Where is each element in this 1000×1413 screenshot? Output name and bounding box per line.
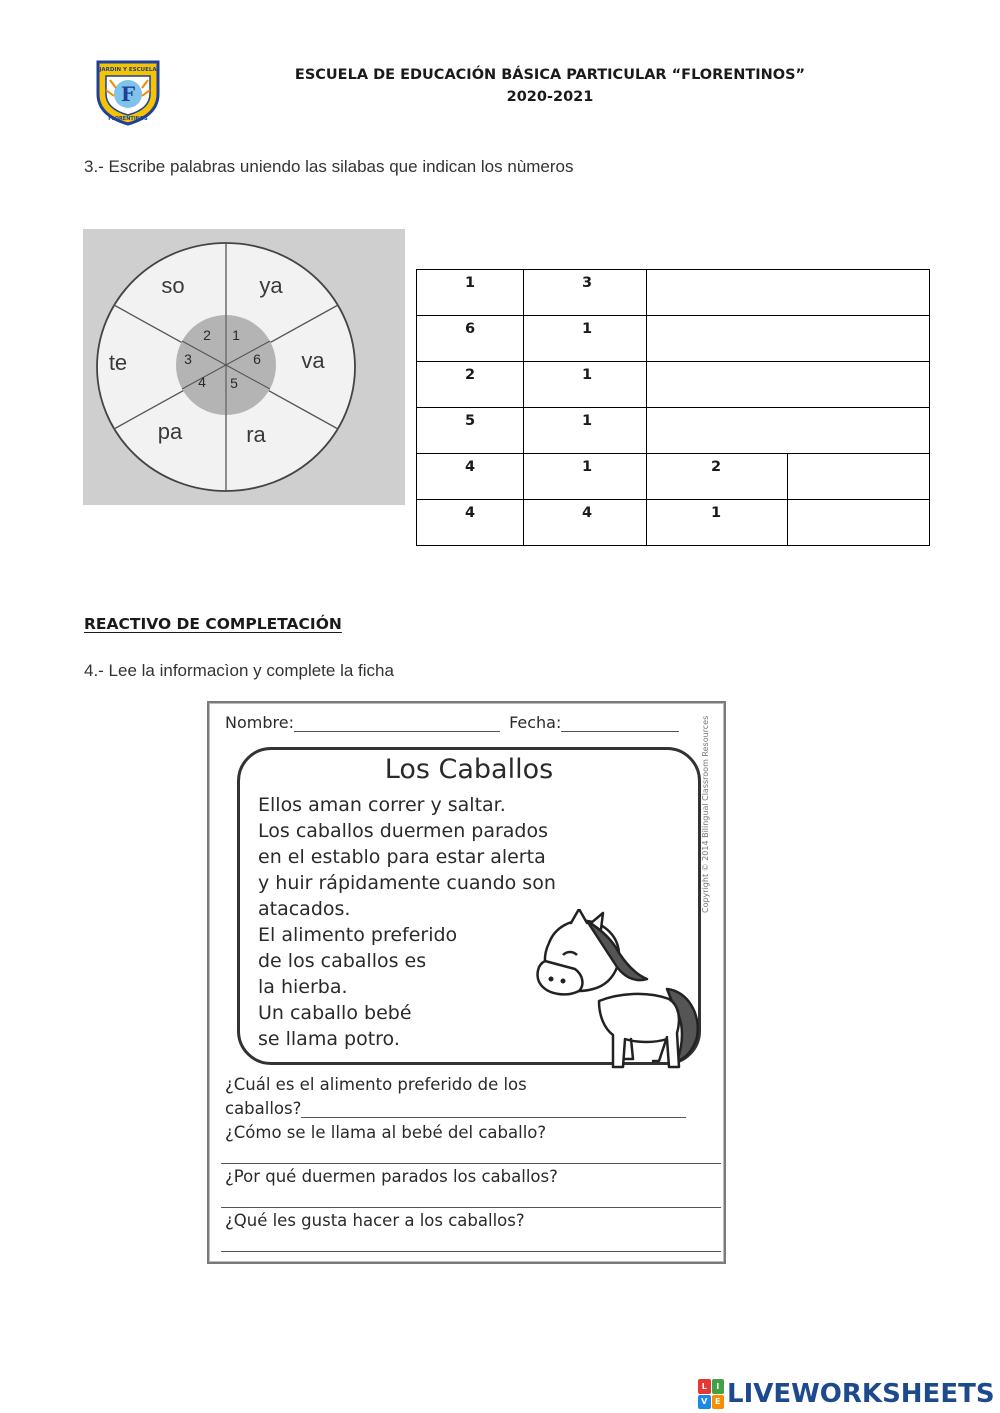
answer-line[interactable] [221, 1207, 721, 1208]
table-row [417, 408, 930, 454]
answer-cell[interactable] [788, 500, 930, 546]
question-4: ¿Qué les gusta hacer a los caballos? [225, 1211, 525, 1230]
table-row [417, 362, 930, 408]
wheel-number-6: 6 [253, 351, 261, 367]
story-line: Los caballos duermen parados [258, 820, 549, 842]
name-date-row [225, 713, 679, 732]
wheel-syllable-ya: ya [259, 273, 283, 298]
school-header [180, 64, 920, 108]
table-cell: 1 [647, 500, 788, 546]
table-cell: 2 [647, 454, 788, 500]
school-name: ESCUELA DE EDUCACIÓN BÁSICA PARTICULAR “FLORENTINOS” [294, 67, 806, 83]
table-cell: 3 [524, 270, 647, 316]
fecha-field[interactable] [561, 731, 679, 732]
answer-line[interactable] [301, 1117, 686, 1118]
wheel-syllable-va: va [301, 348, 325, 373]
wheel-syllable-pa: pa [157, 419, 183, 444]
table-cell: 2 [417, 362, 524, 408]
copyright-note: Copyright © 2014 Bilingual Classroom Resources [701, 715, 710, 913]
exercise3-instruction: 3.- Escribe palabras uniendo las silabas que indican los nùmeros [84, 157, 574, 176]
wheel-number-4: 4 [198, 374, 206, 390]
story-line: Ellos aman correr y saltar. [258, 794, 506, 816]
reading-worksheet [207, 701, 726, 1264]
syllable-wheel [83, 229, 405, 505]
table-cell: 1 [524, 316, 647, 362]
table-cell: 1 [524, 362, 647, 408]
logo-top-text: JARDIN Y ESCUELA [99, 67, 157, 73]
exercise4-instruction: 4.- Lee la informacìon y complete la ficha [84, 661, 394, 680]
question-2: ¿Cómo se le llama al bebé del caballo? [225, 1123, 547, 1142]
story-line: Un caballo bebé [258, 1002, 412, 1024]
logo-bottom-text: FLORENTINOS [108, 116, 148, 122]
story-line: atacados. [258, 898, 351, 920]
answer-cell[interactable] [647, 362, 930, 408]
table-cell: 4 [524, 500, 647, 546]
table-cell: 6 [417, 316, 524, 362]
liveworksheets-badge: L I V E [698, 1379, 724, 1409]
question-1-line-1: ¿Cuál es el alimento preferido de los [225, 1075, 527, 1094]
story-line: de los caballos es [258, 950, 427, 972]
section-title: REACTIVO DE COMPLETACIÓN [84, 615, 342, 633]
table-cell: 4 [417, 500, 524, 546]
fecha-label: Fecha: [509, 713, 562, 732]
syllable-combination-table [416, 269, 930, 546]
table-row [417, 270, 930, 316]
table-cell: 5 [417, 408, 524, 454]
story-title: Los Caballos [384, 754, 554, 785]
wheel-number-1: 1 [232, 327, 240, 343]
story-line: la hierba. [258, 976, 348, 998]
school-year: 2020-2021 [506, 89, 594, 105]
horse-illustration [527, 909, 705, 1079]
wheel-syllable-so: so [161, 273, 185, 298]
table-row [417, 454, 930, 500]
liveworksheets-watermark [698, 1378, 995, 1410]
wheel-number-2: 2 [203, 327, 211, 343]
question-3: ¿Por qué duermen parados los caballos? [225, 1167, 558, 1186]
table-cell: 1 [524, 408, 647, 454]
story-line: El alimento preferido [258, 924, 458, 946]
wheel-number-5: 5 [230, 375, 238, 391]
wheel-syllable-te: te [108, 350, 128, 375]
answer-line[interactable] [221, 1163, 721, 1164]
wheel-syllable-ra: ra [246, 422, 266, 447]
table-cell: 1 [524, 454, 647, 500]
table-cell: 1 [417, 270, 524, 316]
table-row [417, 500, 930, 546]
answer-cell[interactable] [647, 270, 930, 316]
nombre-label: Nombre: [225, 713, 294, 732]
story-line: en el establo para estar alerta [258, 846, 546, 868]
table-row [417, 316, 930, 362]
story-line: se llama potro. [258, 1028, 400, 1050]
school-logo [92, 56, 164, 126]
nombre-field[interactable] [294, 731, 500, 732]
answer-cell[interactable] [647, 316, 930, 362]
answer-cell[interactable] [647, 408, 930, 454]
story-line: y huir rápidamente cuando son [258, 872, 556, 894]
liveworksheets-text: LIVEWORKSHEETS [727, 1379, 995, 1409]
answer-line[interactable] [221, 1251, 721, 1252]
wheel-number-3: 3 [184, 351, 192, 367]
logo-letter: F [120, 82, 136, 106]
answer-cell[interactable] [788, 454, 930, 500]
table-cell: 4 [417, 454, 524, 500]
question-1-line-2: caballos? [225, 1099, 686, 1118]
